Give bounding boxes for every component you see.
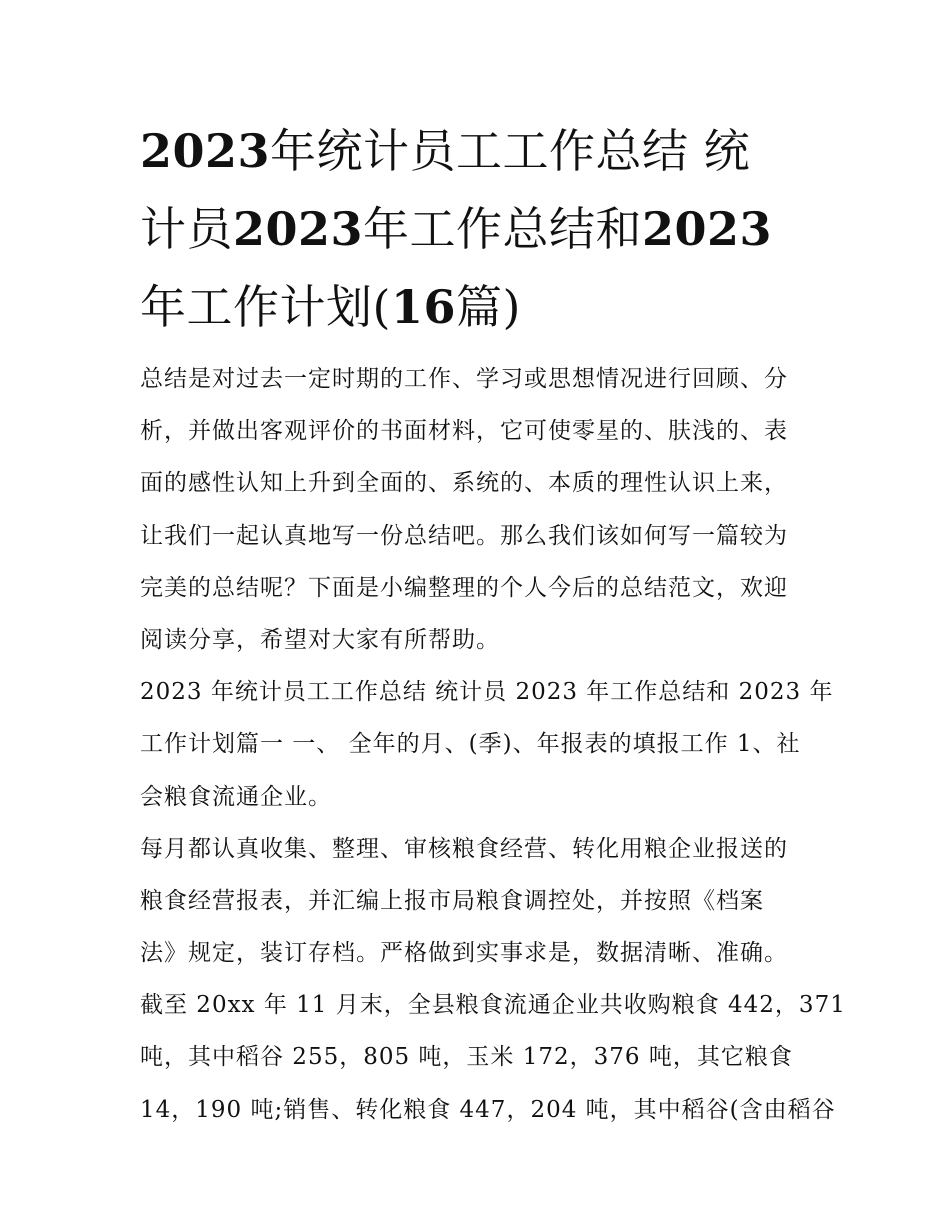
title-text: 年工作计划( <box>140 280 391 334</box>
body-line: 面的感性认知上升到全面的、系统的、本质的理性认识上来， <box>140 470 788 497</box>
body-line: 让我们一起认真地写一份总结吧。那么我们该如何写一篇较为 <box>140 522 788 549</box>
title-text: 年工作总结和 <box>363 202 643 256</box>
document-body <box>140 356 846 1139</box>
body-line: 阅读分享，希望对大家有所帮助。 <box>140 626 500 653</box>
body-line: 工作计划篇一 一、 全年的月、(季)、年报表的填报工作 1、社 <box>140 731 801 758</box>
body-line: 会粮食流通企业。 <box>140 783 332 810</box>
body-line: 截至 20xx 年 11 月末，全县粮食流通企业共收购粮食 442，371 <box>140 992 846 1019</box>
title-line <box>140 268 820 346</box>
body-line: 14，190 吨;销售、转化粮食 447，204 吨，其中稻谷(含由稻谷 <box>140 1096 836 1123</box>
title-count: 16 <box>390 280 456 334</box>
title-text: 计员 <box>140 202 233 256</box>
title-line <box>140 112 820 190</box>
body-line: 法》规定，装订存档。严格做到实事求是，数据清晰、准确。 <box>140 940 788 967</box>
title-year: 2023 <box>642 202 773 256</box>
body-line: 完美的总结呢？下面是小编整理的个人今后的总结范文，欢迎 <box>140 574 788 601</box>
body-line: 吨，其中稻谷 255，805 吨，玉米 172，376 吨，其它粮食 <box>140 1044 793 1071</box>
body-line: 粮食经营报表，并汇编上报市局粮食调控处，并按照《档案 <box>140 887 764 914</box>
title-year: 2023 <box>233 202 364 256</box>
title-text: 篇) <box>455 280 521 334</box>
body-line: 析，并做出客观评价的书面材料，它可使零星的、肤浅的、表 <box>140 418 788 445</box>
body-line: 2023 年统计员工工作总结 统计员 2023 年工作总结和 2023 年 <box>140 679 834 706</box>
title-year: 2023 <box>140 124 271 178</box>
document-title <box>140 112 820 346</box>
body-line: 总结是对过去一定时期的工作、学习或思想情况进行回顾、分 <box>140 366 788 392</box>
body-line: 每月都认真收集、整理、审核粮食经营、转化用粮企业报送的 <box>140 835 788 862</box>
title-line <box>140 190 820 268</box>
title-text: 年统计员工工作总结 统 <box>270 124 751 178</box>
